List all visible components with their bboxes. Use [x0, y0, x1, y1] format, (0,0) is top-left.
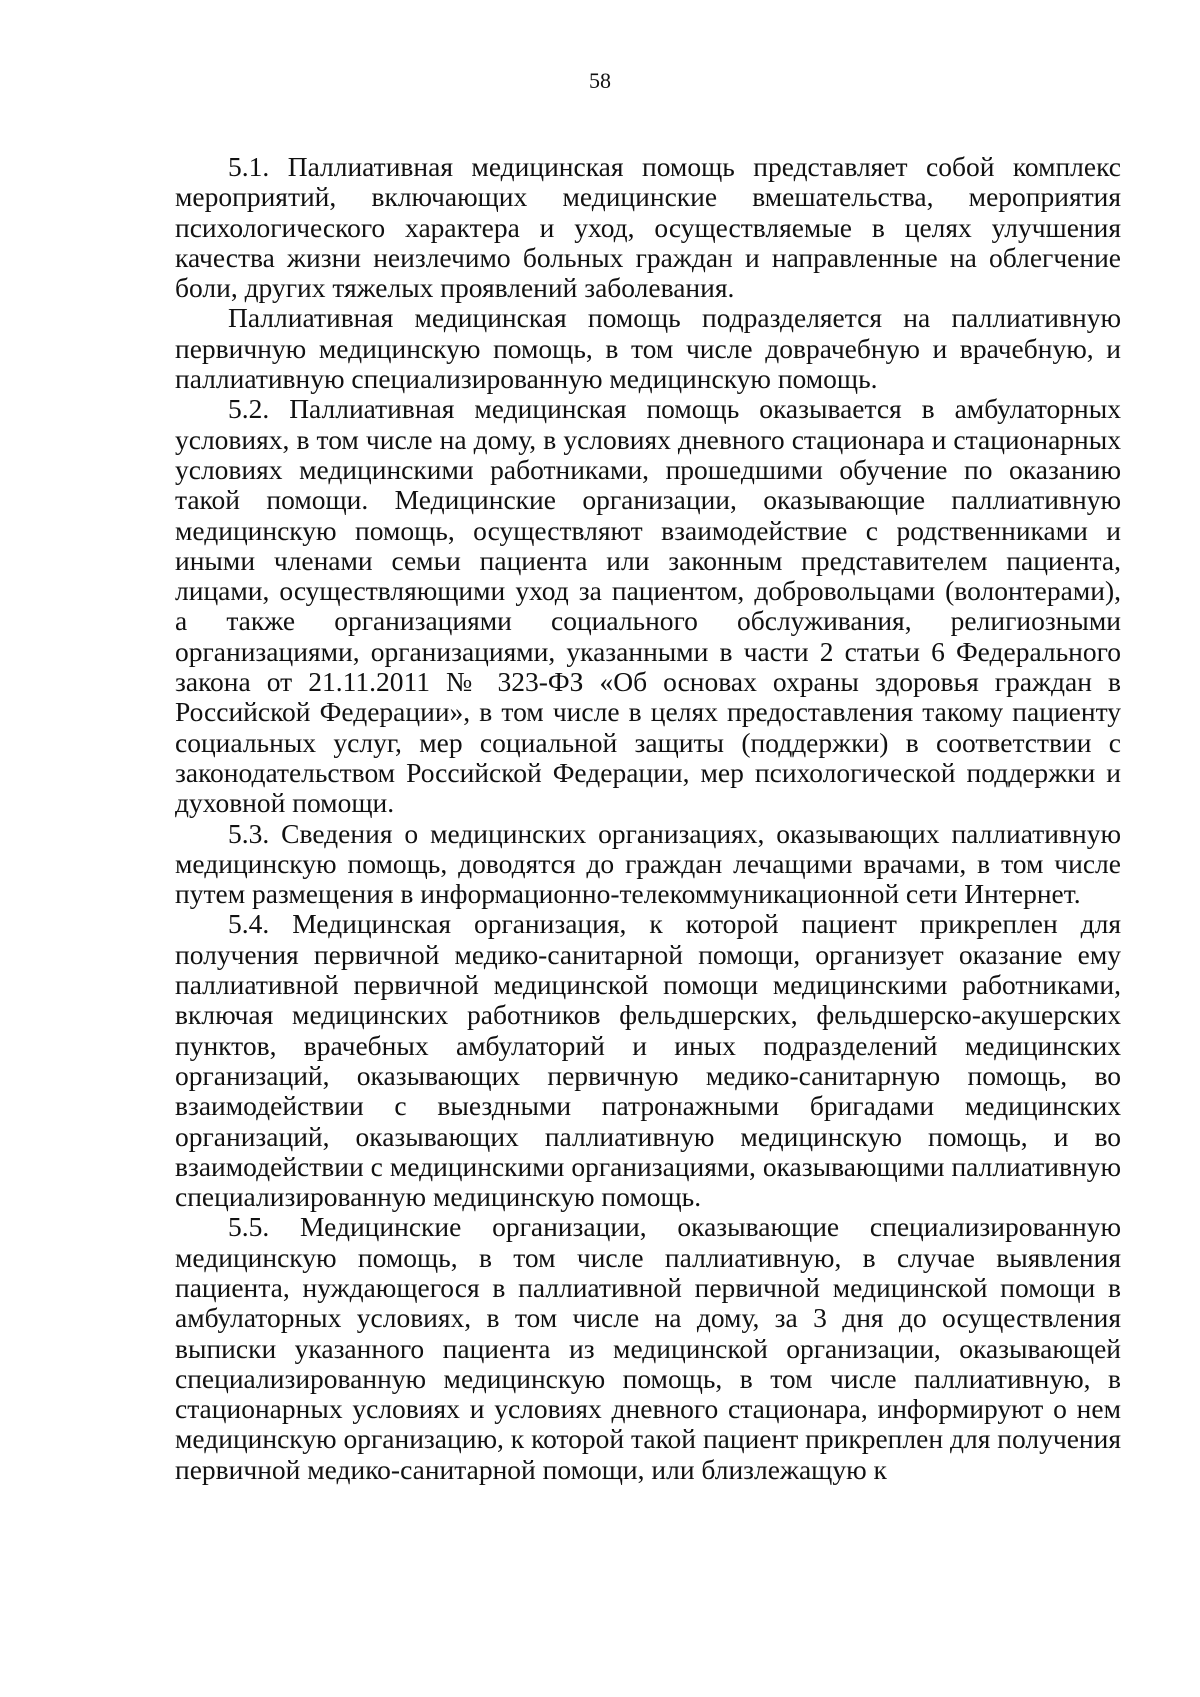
paragraph-5-5: 5.5. Медицинские организации, оказывающие специализированную медицинскую помощь, в том числе паллиативную, в случае выявления пациента, нуждающегося в паллиативной первичной медицинской помощи в амбулаторных условиях, в том числе на дому, за 3 дня до осуществления выписки указанного пациента из медицинской организации, оказывающей специализированную медицинскую помощь, в том числе паллиативную, в стационарных условиях и условиях дневного стационара, информируют о нем медицинскую организацию, к которой такой пациент прикреплен для получения первичной медико-санитарной помощи, или близлежащую к — [175, 1211, 1121, 1485]
page-number: 58 — [589, 68, 611, 93]
paragraph-5-4: 5.4. Медицинская организация, к которой пациент прикреплен для получения первичной медико-санитарной помощи, организует оказание ему паллиативной первичной медицинской помощи медицинскими работниками, включая медицинских работников фельдшерских, фельдшерско-акушерских пунктов, врачебных амбулаторий и иных подразделений медицинских организаций, оказывающих первичную медико-санитарную помощь, во взаимодействии с выездными патронажными бригадами медицинских организаций, оказывающих паллиативную медицинскую помощь, и во взаимодействии с медицинскими организациями, оказывающими паллиативную специализированную медицинскую помощь. — [175, 908, 1121, 1213]
paragraph-5-2: 5.2. Паллиативная медицинская помощь оказывается в амбулаторных условиях, в том числе на дому, в условиях дневного стационара и стационарных условиях медицинскими работниками, прошедшими обучение по оказанию такой помощи. Медицинские организации, оказывающие паллиативную медицинскую помощь, осуществляют взаимодействие с родственниками и иными членами семьи пациента или законным представителем пациента, лицами, осуществляющими уход за пациентом, добровольцами (волонтерами), а также организациями социального обслуживания, религиозными организациями, организациями, указанными в части 2 статьи 6 Федерального закона от 21.11.2011 № 323-ФЗ «Об основах охраны здоровья граждан в Российской Федерации», в том числе в целях предоставления такому пациенту социальных услуг, мер социальной защиты (поддержки) в соответствии с законодательством Российской Федерации, мер психологической поддержки и духовной помощи. — [175, 393, 1121, 819]
paragraph-5-1: 5.1. Паллиативная медицинская помощь представляет собой комплекс мероприятий, включающих медицинские вмешательства, мероприятия психологического характера и уход, осуществляемые в целях улучшения качества жизни неизлечимо больных граждан и направленные на облегчение боли, других тяжелых проявлений заболевания. — [175, 151, 1121, 304]
paragraph-palliative-types: Паллиативная медицинская помощь подразделяется на паллиативную первичную медицинскую помощь, в том числе доврачебную и врачебную, и паллиативную специализированную медицинскую помощь. — [175, 302, 1121, 395]
document-body — [175, 152, 1121, 1485]
paragraph-5-3: 5.3. Сведения о медицинских организациях, оказывающих паллиативную медицинскую помощь, доводятся до граждан лечащими врачами, в том числе путем размещения в информационно-телекоммуникационной сети Интернет. — [175, 817, 1121, 910]
